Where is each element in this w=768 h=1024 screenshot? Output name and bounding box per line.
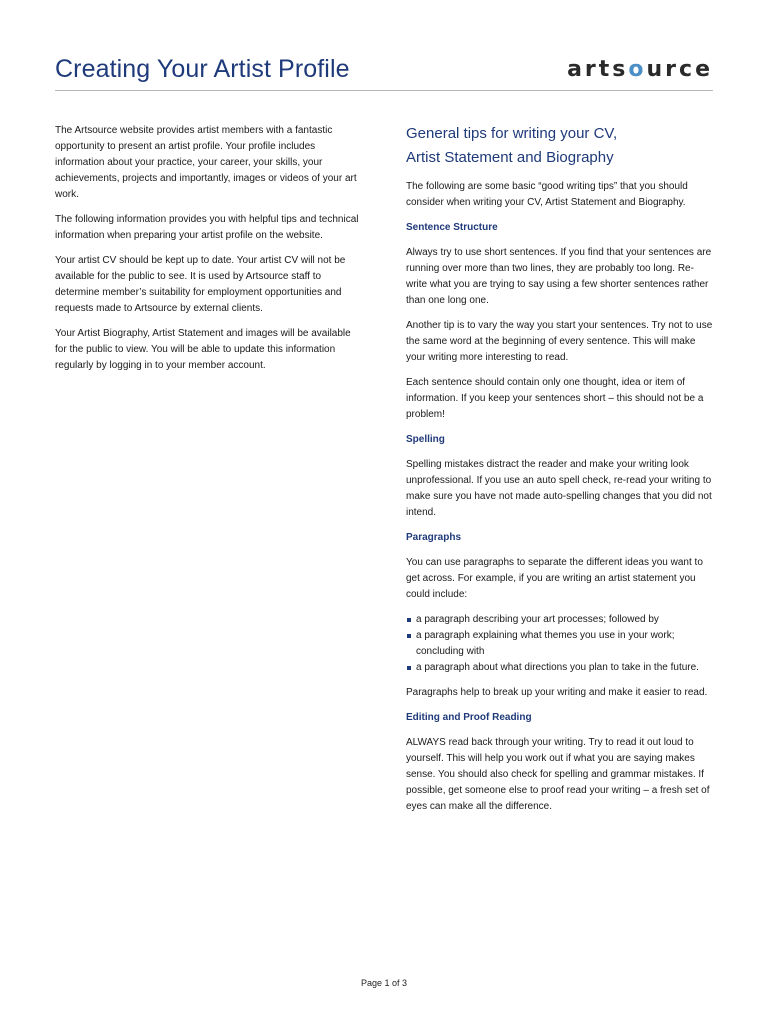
- section-heading-editing: Editing and Proof Reading: [406, 712, 532, 723]
- list-item-text: a paragraph about what directions you plan to take in the future.: [416, 662, 699, 673]
- artsource-logo: [567, 57, 713, 82]
- section-heading-paragraphs: Paragraphs: [406, 532, 462, 543]
- list-item: [406, 628, 714, 660]
- page-number: Page 1 of 3: [360, 978, 408, 988]
- spelling-paragraph: Spelling mistakes distract the reader and make your writing look unprofessional. If you use an auto spell check, re-read your writing to make sure you have not made auto-spelling changes that you did not intend.: [406, 459, 712, 518]
- square-bullet-icon: [407, 634, 411, 638]
- paragraph-bullet-list: [406, 612, 714, 676]
- tips-heading-line-1: General tips for writing your CV,: [406, 125, 618, 142]
- right-column: [406, 122, 714, 824]
- list-item: [406, 612, 714, 628]
- list-item: [406, 660, 714, 676]
- sentence-structure-paragraph: Another tip is to vary the way you start your sentences. Try not to use the same word at the beginning of every sentence. This will make your writing more interesting to read.: [406, 320, 713, 363]
- square-bullet-icon: [407, 618, 411, 622]
- list-item-text: a paragraph explaining what themes you use in your work; concluding with: [416, 630, 675, 657]
- tips-heading: [406, 122, 714, 170]
- intro-paragraph: The Artsource website provides artist members with a fantastic opportunity to present an artist profile. Your profile includes information about your practice, your career, your skills, your achievements, projects and importantly, images or videos of your art work.: [55, 125, 357, 200]
- editing-paragraph: ALWAYS read back through your writing. Try to read it out loud to yourself. This will help you work out if what you are saying makes sense. You should also check for spelling and grammar mistakes. If possible, get someone else to proof read your writing – a fresh set of eyes can make all the difference.: [406, 737, 710, 812]
- logo-text-end: urce: [646, 57, 713, 82]
- logo-text-start: arts: [567, 57, 629, 82]
- biography-paragraph: Your Artist Biography, Artist Statement and images will be available for the public to view. You will be able to update this information regularly by logging in to your member account.: [55, 328, 351, 371]
- square-bullet-icon: [407, 666, 411, 670]
- tips-intro: The following are some basic “good writing tips” that you should consider when writing your CV, Artist Statement and Biography.: [406, 181, 688, 208]
- sentence-structure-paragraph: Each sentence should contain only one thought, idea or item of information. If you keep your sentences short – this should not be a problem!: [406, 377, 704, 420]
- sentence-structure-paragraph: Always try to use short sentences. If you find that your sentences are running over more than two lines, they are probably too long. Re-write what you are trying to say using a few shorter sentences rather than one long one.: [406, 247, 712, 306]
- page-header: [55, 55, 713, 91]
- tips-heading-line-2: Artist Statement and Biography: [406, 149, 614, 166]
- cv-paragraph: Your artist CV should be kept up to date. Your artist CV will not be available for the public to see. It is used by Artsource staff to determine member’s suitability for employment opportunities and requests made to Artsource by external clients.: [55, 255, 346, 314]
- list-item-text: a paragraph describing your art processes; followed by: [416, 614, 659, 625]
- header-divider: [55, 90, 713, 91]
- page-title: Creating Your Artist Profile: [55, 55, 350, 83]
- section-heading-sentence-structure: Sentence Structure: [406, 222, 498, 233]
- paragraphs-outro: Paragraphs help to break up your writing and make it easier to read.: [406, 687, 708, 698]
- logo-letter-o: o: [628, 57, 647, 82]
- tips-info-paragraph: The following information provides you with helpful tips and technical information when preparing your artist profile on the website.: [55, 214, 359, 241]
- left-column: [55, 123, 365, 383]
- paragraphs-intro: You can use paragraphs to separate the different ideas you want to get across. For example, if you are writing an artist statement you could include:: [406, 557, 703, 600]
- section-heading-spelling: Spelling: [406, 434, 445, 445]
